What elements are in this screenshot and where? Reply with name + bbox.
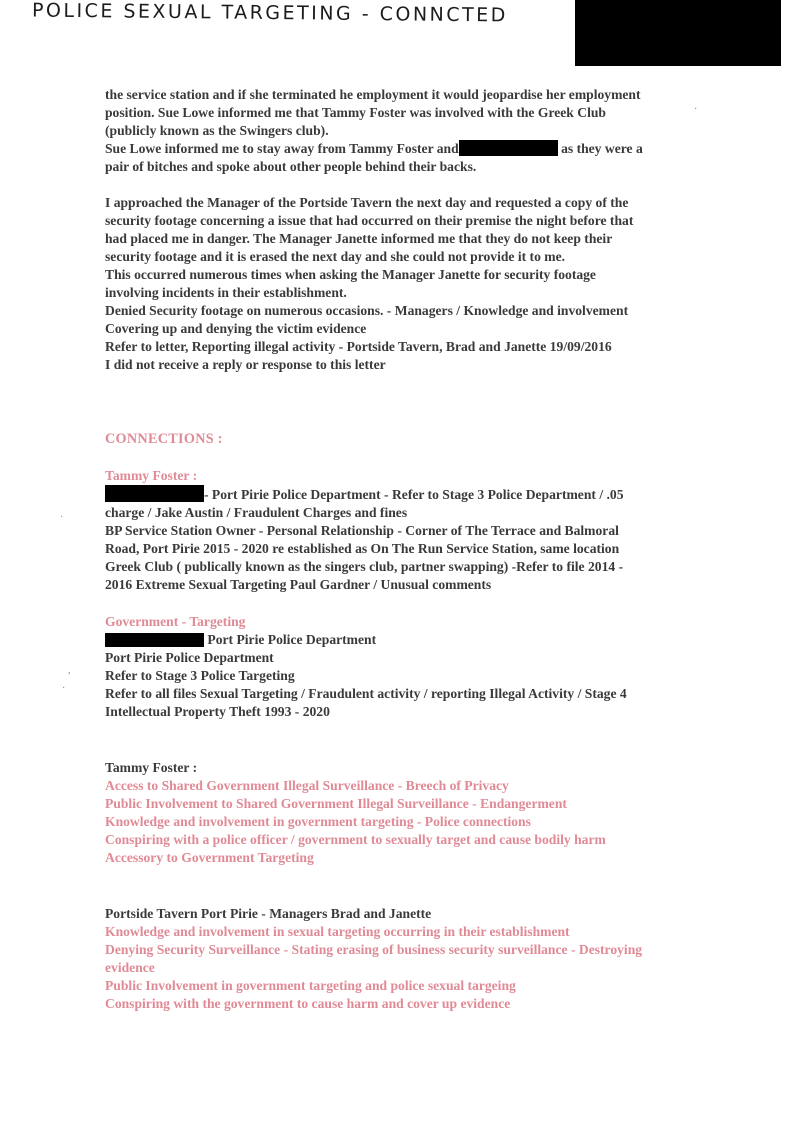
list-item: Knowledge and involvement in sexual targeting occurring in their establishment <box>105 924 570 939</box>
scan-speck: · <box>694 104 698 115</box>
scan-speck: · <box>62 683 66 694</box>
redaction-box <box>459 140 558 156</box>
list-item: Access to Shared Government Illegal Surveillance - Breech of Privacy <box>105 778 509 793</box>
redaction-box <box>105 485 204 502</box>
text-line: had placed me in danger. The Manager Janette informed me that they do not keep their <box>105 231 613 246</box>
tammy-foster-section <box>105 759 745 867</box>
text-line: security footage concerning a issue that had occurred on their premise the night before that <box>105 213 634 228</box>
list-item: Public Involvement to Shared Government Illegal Surveillance - Endangerment <box>105 796 567 811</box>
text-line: Intellectual Property Theft 1993 - 2020 <box>105 704 330 719</box>
list-item: Denying Security Surveillance - Stating erasing of business security surveillance - Destroying <box>105 942 643 957</box>
section-label: Portside Tavern Port Pirie - Managers Brad and Janette <box>105 906 432 921</box>
text-line-with-redaction <box>105 485 745 504</box>
text-line: BP Service Station Owner - Personal Relationship - Corner of The Terrace and Balmoral <box>105 523 619 538</box>
text-line: Port Pirie Police Department <box>105 650 274 665</box>
list-item: Knowledge and involvement in government targeting - Police connections <box>105 814 531 829</box>
text-line: charge / Jake Austin / Fraudulent Charges and fines <box>105 505 408 520</box>
text-segment: as they were a <box>561 141 643 156</box>
text-line: 2016 Extreme Sexual Targeting Paul Gardner / Unusual comments <box>105 577 492 592</box>
text-line: Denied Security footage on numerous occasions. - Managers / Knowledge and involvement <box>105 303 629 318</box>
text-line: Covering up and denying the victim evidence <box>105 321 367 336</box>
text-line: Refer to all files Sexual Targeting / Fraudulent activity / reporting Illegal Activity / Stage 4 <box>105 686 627 701</box>
text-line-with-redaction <box>105 140 745 158</box>
text-line: position. Sue Lowe informed me that Tammy Foster was involved with the Greek Club <box>105 105 606 120</box>
text-line: Road, Port Pirie 2015 - 2020 re established as On The Run Service Station, same location <box>105 541 620 556</box>
text-line: This occurred numerous times when asking the Manager Janette for security footage <box>105 267 596 282</box>
list-item: evidence <box>105 960 155 975</box>
text-segment: - Port Pirie Police Department - Refer to Stage 3 Police Department / .05 <box>204 487 624 502</box>
text-line: security footage and it is erased the next day and she could not provide it to me. <box>105 249 566 264</box>
text-line: Refer to letter, Reporting illegal activity - Portside Tavern, Brad and Janette 19/09/2016 <box>105 339 612 354</box>
list-item: Accessory to Government Targeting <box>105 850 314 865</box>
text-line: I did not receive a reply or response to this letter <box>105 357 386 372</box>
connections-government <box>105 613 745 721</box>
list-item: Public Involvement in government targeting and police sexual targeing <box>105 978 516 993</box>
text-line: involving incidents in their establishment. <box>105 285 347 300</box>
text-line: the service station and if she terminated he employment it would jeopardise her employment <box>105 87 641 102</box>
connections-heading: CONNECTIONS : <box>105 431 223 447</box>
list-item: Conspiring with a police officer / government to sexually target and cause bodily harm <box>105 832 606 847</box>
text-line: (publicly known as the Swingers club). <box>105 123 329 138</box>
scan-speck: · <box>60 512 64 523</box>
text-segment: Sue Lowe informed me to stay away from Tammy Foster and <box>105 141 459 156</box>
section-label: Tammy Foster : <box>105 760 198 775</box>
section-label: Government - Targeting <box>105 614 246 629</box>
text-line: Greek Club ( publically known as the singers club, partner swapping) -Refer to file 2014 - <box>105 559 624 574</box>
text-line-with-redaction <box>105 631 745 649</box>
text-line: pair of bitches and spoke about other people behind their backs. <box>105 159 477 174</box>
text-line: I approached the Manager of the Portside Tavern the next day and requested a copy of the <box>105 195 629 210</box>
scan-speck: , <box>68 665 71 676</box>
connections-tammy-foster <box>105 467 745 594</box>
list-item: Conspiring with the government to cause harm and cover up evidence <box>105 996 511 1011</box>
handwritten-title: POLICE SEXUAL TARGETING - CONNCTED <box>31 0 508 27</box>
redaction-box <box>105 633 204 647</box>
text-line: Refer to Stage 3 Police Targeting <box>105 668 295 683</box>
portside-tavern-section <box>105 905 745 1013</box>
section-label: Tammy Foster : <box>105 468 198 483</box>
text-segment: Port Pirie Police Department <box>207 632 377 647</box>
paragraph-sue-lowe <box>105 86 745 176</box>
redaction-box <box>575 0 781 66</box>
paragraph-portside-tavern <box>105 194 745 374</box>
